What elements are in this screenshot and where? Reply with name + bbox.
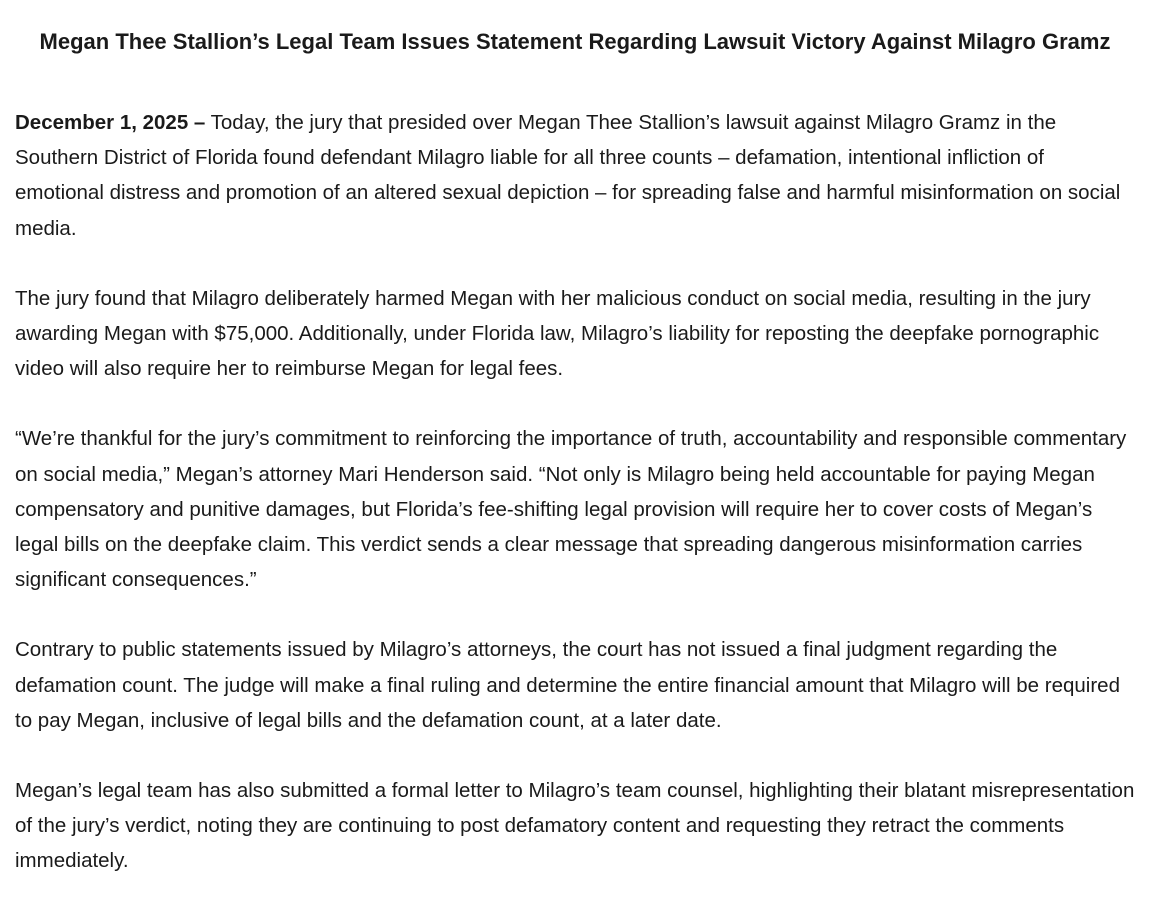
- page-title: Megan Thee Stallion’s Legal Team Issues Statement Regarding Lawsuit Victory Against Milagro Gramz: [39, 29, 1111, 54]
- dateline: December 1, 2025 –: [15, 111, 206, 134]
- paragraph-1-text: Today, the jury that presided over Megan Thee Stallion’s lawsuit against Milagro Gramz in the Southern District of Florida found defendant Milagro liable for all three counts – defamation, intentional infliction of emotional distress and promotion of an altered sexual depiction – for spreading false and harmful misinformation on social media.: [15, 111, 1121, 240]
- paragraph-3: “We’re thankful for the jury’s commitment to reinforcing the importance of truth, accountability and responsible commentary on social media,” Megan’s attorney Mari Henderson said. “Not only is Milagro being held accountable for paying Megan compensatory and punitive damages, but Florida’s fee-shifting legal provision will require her to cover costs of Megan’s legal bills on the deepfake claim. This verdict sends a clear message that spreading dangerous misinformation carries significant consequences.”: [15, 427, 1127, 592]
- paragraph-4: Contrary to public statements issued by Milagro’s attorneys, the court has not issued a final judgment regarding the defamation count. The judge will make a final ruling and determine the entire financial amount that Milagro will be required to pay Megan, inclusive of legal bills and the defamation count, at a later date.: [15, 638, 1120, 732]
- paragraph-2: The jury found that Milagro deliberately harmed Megan with her malicious conduct on social media, resulting in the jury awarding Megan with $75,000. Additionally, under Florida law, Milagro’s liability for reposting the deepfake pornographic video will also require her to reimburse Megan for legal fees.: [15, 286, 1100, 381]
- paragraph-1: [15, 105, 1135, 246]
- paragraph-5: Megan’s legal team has also submitted a formal letter to Milagro’s team counsel, highlighting their blatant misrepresentation of the jury’s verdict, noting they are continuing to post defamatory content and requesting they retract the comments immediately.: [15, 779, 1135, 873]
